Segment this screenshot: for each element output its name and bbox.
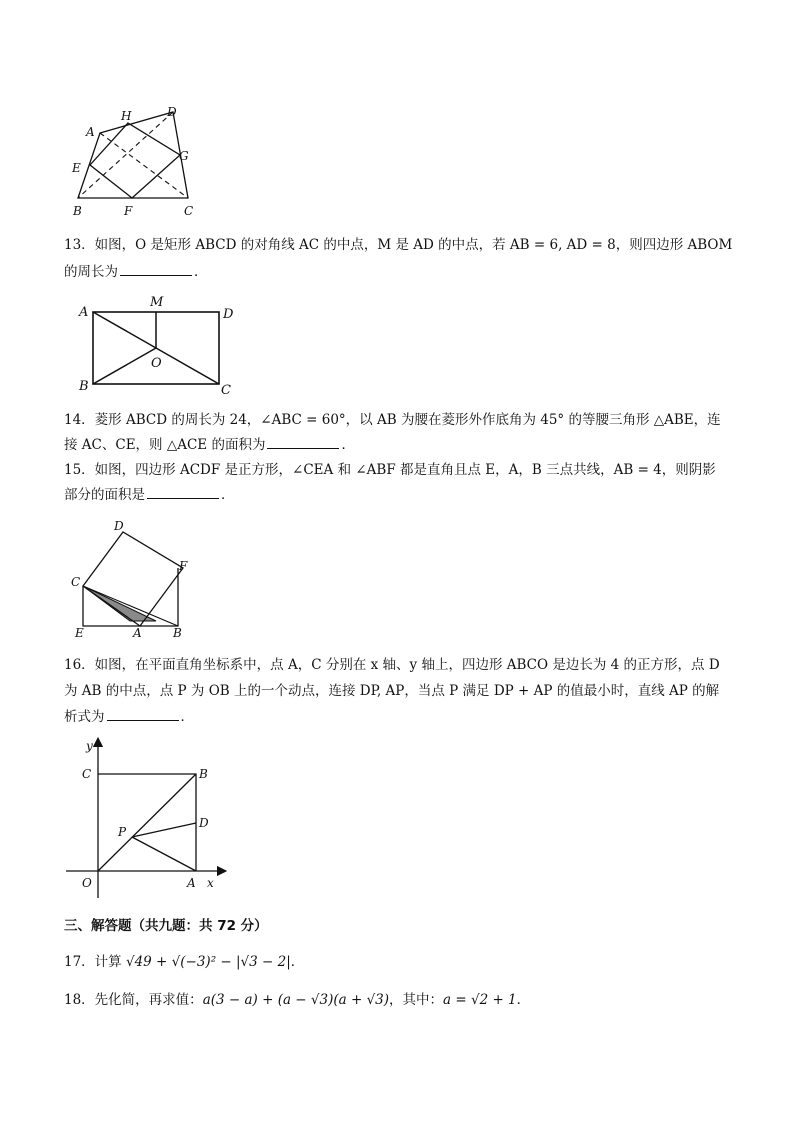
q13-text: 的周长为	[64, 264, 118, 280]
q16-line2: 为 AB 的中点，点 P 为 OB 上的一个动点，连接 DP, AP，当点 P 满足 DP + AP 的值最小时，直线 AP 的解	[64, 683, 720, 699]
q13-end: ．	[194, 264, 208, 280]
label-B: B	[173, 626, 182, 640]
label-M: M	[150, 295, 164, 310]
q16-text: 析式为	[64, 709, 105, 725]
label-G: G	[179, 149, 189, 163]
label-F: F	[179, 559, 188, 573]
q17-prefix: 17．计算	[64, 954, 122, 970]
label-B: B	[73, 204, 82, 218]
figure-13-rectangle	[75, 292, 250, 402]
section-3-heading: 三、解答题（共九题：共 72 分）	[64, 918, 268, 934]
q16-answer-blank	[107, 708, 179, 721]
q13-line1: 13．如图，O 是矩形 ABCD 的对角线 AC 的中点，M 是 AD 的中点，若 AB = 6, AD = 8，则四边形 ABOM	[64, 237, 733, 253]
figure-quadrilateral	[60, 100, 210, 225]
q14-line2	[64, 436, 355, 454]
label-B: B	[199, 767, 208, 781]
q18-prefix: 18．先化简，再求值：	[64, 992, 203, 1008]
label-C: C	[71, 575, 81, 589]
q13-line2	[64, 263, 208, 281]
label-C: C	[82, 767, 92, 781]
q14-text: 接 AC、CE，则 △ACE 的面积为	[64, 437, 266, 453]
label-E: E	[72, 161, 81, 175]
label-D: D	[199, 816, 209, 830]
q13-answer-blank	[120, 263, 192, 276]
label-O: O	[82, 876, 92, 890]
q18-end: ．	[516, 992, 531, 1008]
q18-condition: a = √2 + 1	[443, 992, 517, 1008]
q17-expression: √49 + √(−3)² − |√3 − 2|	[125, 954, 291, 970]
q14-end: ．	[341, 437, 355, 453]
q15-answer-blank	[147, 486, 219, 499]
figure-15-square	[68, 518, 198, 646]
q18-mid: ，其中：	[389, 992, 444, 1008]
label-F: F	[124, 204, 133, 218]
label-y: y	[86, 739, 93, 753]
label-E: E	[75, 626, 84, 640]
q15-line1: 15．如图，四边形 ACDF 是正方形，∠CEA 和 ∠ABF 都是直角且点 E，A，B 三点共线，AB = 4，则阴影	[64, 462, 716, 478]
label-O: O	[151, 356, 162, 371]
label-C: C	[221, 383, 231, 398]
q15-text: 部分的面积是	[64, 487, 145, 503]
q15-line2	[64, 486, 235, 504]
q18-line	[64, 991, 530, 1009]
figure-16-coordinate-plane	[62, 738, 232, 898]
q17-end: ．	[290, 954, 305, 970]
q16-line1: 16．如图，在平面直角坐标系中，点 A，C 分别在 x 轴、y 轴上，四边形 ABCO 是边长为 4 的正方形，点 D	[64, 657, 720, 673]
q15-end: ．	[221, 487, 235, 503]
label-P: P	[118, 825, 127, 839]
q14-line1: 14．菱形 ABCD 的周长为 24，∠ABC = 60°，以 AB 为腰在菱形外作底角为 45° 的等腰三角形 △ABE，连	[64, 412, 721, 428]
q18-expression: a(3 − a) + (a − √3)(a + √3)	[202, 992, 390, 1008]
label-A: A	[133, 626, 142, 640]
label-x: x	[207, 876, 214, 890]
q17-line	[64, 953, 304, 971]
q14-answer-blank	[267, 436, 339, 449]
label-H: H	[121, 109, 132, 123]
label-A: A	[86, 125, 95, 139]
label-B: B	[79, 379, 89, 394]
label-D: D	[223, 307, 234, 322]
label-D: D	[114, 519, 124, 533]
label-A: A	[79, 305, 89, 320]
label-D: D	[167, 105, 177, 119]
q16-line3	[64, 708, 194, 726]
label-C: C	[184, 204, 194, 218]
label-A: A	[187, 876, 196, 890]
q16-end: ．	[180, 709, 194, 725]
